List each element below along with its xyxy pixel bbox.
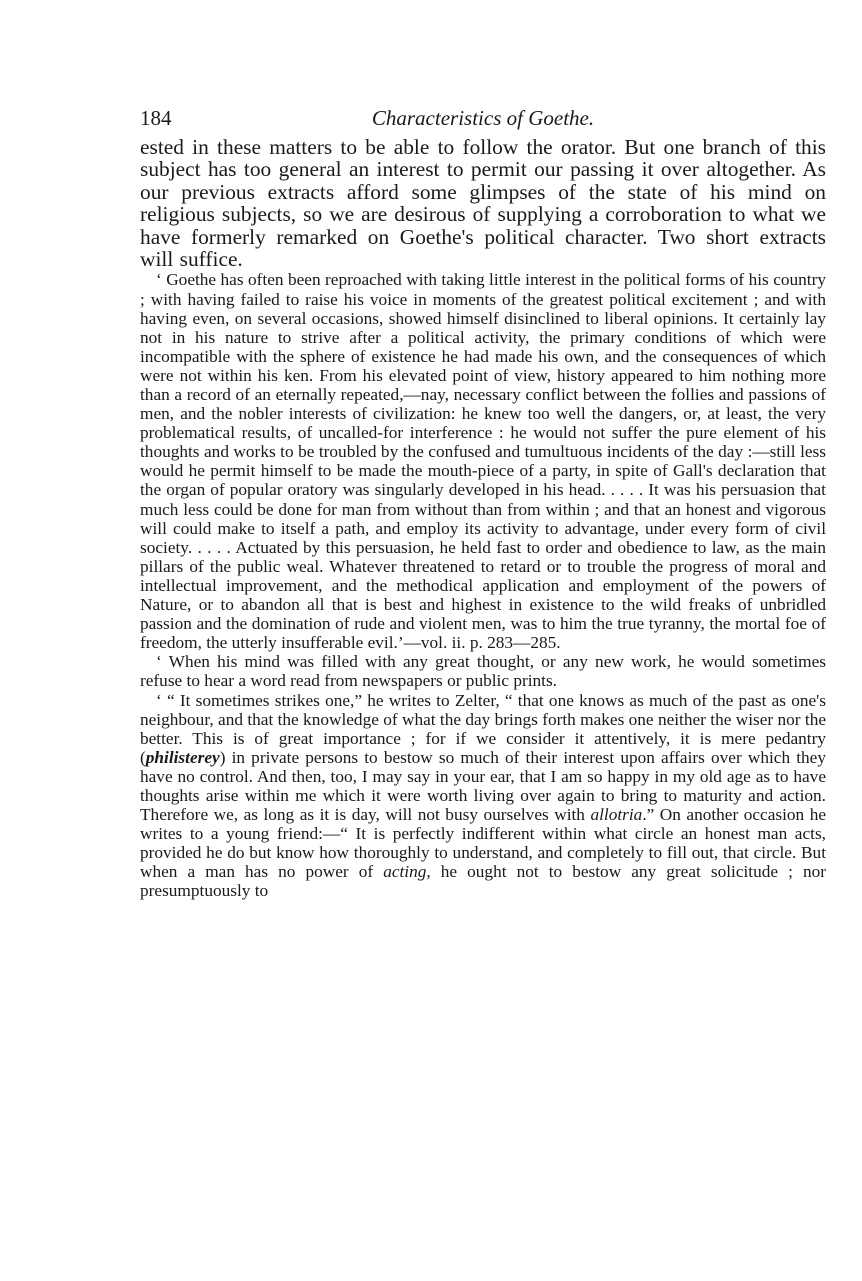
quote-paragraph-newspapers: ‘ When his mind was filled with any great thought, or any new work, he would sometimes refuse to hear a word read from newspapers or public prints.: [140, 652, 826, 691]
book-page: [140, 100, 826, 901]
page-number: 184: [140, 106, 172, 130]
zelter-text-g: , he ought not to bestow any great solicitude ; nor presumptuously to: [140, 862, 826, 901]
running-title: Characteristics of Goethe.: [371, 106, 595, 130]
zelter-text-a: ‘ “ It sometimes strikes one,” he writes to Zelter, “ that one knows as much of the past as one's neighbour, and that the knowledge of what the day brings forth makes one neither the wiser nor the better. This is of great importance ; for if we consider it attentively, it is mere pedantry (: [140, 690, 826, 767]
quote-paragraph-zelter: [140, 691, 826, 901]
term-acting: acting: [383, 862, 427, 882]
zelter-text-c: ) in private persons to bestow so much of their interest upon affairs over which they have no control. And then, too, I may say in your ear, that I am so happy in my old age as to have thoughts arise within me which it were worth living over again to bring to maturity and action. Therefore we, as long as it is day, will not busy ourselves with: [140, 747, 826, 825]
term-philisterey: philisterey: [145, 747, 220, 767]
paragraph-intro: ested in these matters to be able to follow the orator. But one branch of this subject has too general an interest to permit our passing it over altogether. As our previous extracts afford some glimpses of the state of his mind on religious subjects, so we are desirous of supplying a corroboration to what we have formerly remarked on Goethe's political character. Two short extracts will suffice.: [140, 135, 826, 272]
term-allotria: allotria: [590, 805, 643, 825]
quote-paragraph-politics: ‘ Goethe has often been reproached with taking little interest in the political forms of his country ; with having failed to raise his voice in moments of the greatest political excitement ; and with having even, on several occasions, showed himself disinclined to liberal opinions. It certainly lay not in his nature to strive after a political activity, the primary conditions of which were incompatible with the sphere of existence he had made his own, and the consequences of which were not within his ken. From his elevated point of view, history appeared to him nothing more than a record of an eternally repeated,—nay, necessary conflict between the follies and passions of men, and the nobler interests of civilization: he knew too well the dangers, or, at least, the very problematical results, of uncalled-for interference : he would not suffer the pure element of his thoughts and works to be troubled by the confused and tumultuous incidents of the day :—still less would he permit himself to be made the mouth-piece of a party, in spite of Gall's declaration that the organ of popular oratory was singularly developed in his head. . . . . It was his persuasion that much less could be done for man from without than from within ; and that an honest and vigorous will could make to itself a path, and employ its activity to advantage, under every form of civil society. . . . . Actuated by this persuasion, he held fast to order and obedience to law, as the main pillars of the public weal. Whatever threatened to retard or to trouble the progress of moral and intellectual improvement, and the methodical application and employment of the powers of Nature, or to abandon all that is best and highest in existence to the wild freaks of unbridled passion and the domination of rude and violent men, was to him the true tyranny, the mortal foe of freedom, the utterly insufferable evil.’—vol. ii. p. 283—285.: [140, 270, 826, 653]
page-header: [140, 100, 826, 136]
zelter-text-e: .” On another occasion he writes to a young friend:—“ It is perfectly indifferent within what circle an honest man acts, provided he do but know how thoroughly to understand, and completely to fill out, that circle. But when a man has no power of: [140, 805, 826, 882]
